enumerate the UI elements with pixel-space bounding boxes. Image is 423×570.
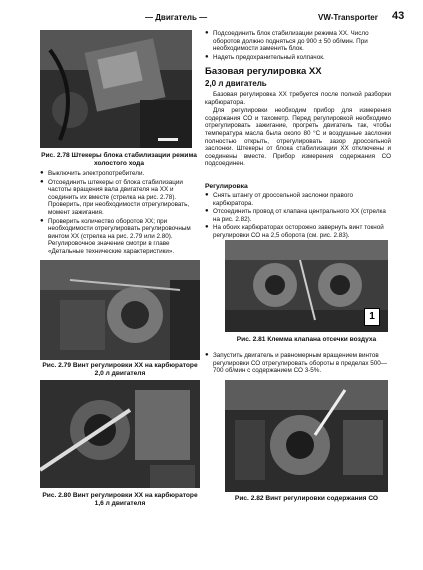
bottom-item-1: ● Запустить двигатель и равномерным вращением винтов регулировки СО отрегулировать обороты в пределах 500—700 об/мин с содержанием СО 3-5%. xyxy=(205,352,391,375)
regulation-list xyxy=(205,192,391,241)
regulation-item-2: ● Отсоединить провод от клапана центрального ХХ (стрелка на рис. 2.82). xyxy=(205,208,391,223)
caption-fig-2-79: Рис. 2.79 Винт регулировки ХХ на карбюраторе 2,0 л двигателя xyxy=(42,362,198,377)
page-number: 43 xyxy=(392,10,405,22)
bottom-instructions xyxy=(205,352,391,376)
caption-fig-2-78: Рис. 2.78 Штекеры блока стабилизации режима холостого хода xyxy=(41,152,197,167)
right-top-instructions xyxy=(205,30,391,62)
regulation-item-1: ● Снять штангу от дроссельной заслонки правого карбюратора. xyxy=(205,192,391,207)
right-top-item-2: ● Надеть предохранительный колпачок. xyxy=(205,54,391,62)
left-item-1: ● Выключить электропотребители. xyxy=(40,170,198,178)
section-paragraphs xyxy=(205,91,391,169)
photo-fig-2-82 xyxy=(225,380,388,492)
paragraph-2: Для регулировки необходим прибор для измерения содержания СО и тахометр. Перед регулировкой необходимо отрегулировать зажигание, прогреть двигатель так, чтобы температура масла была около 80 °С и воздушные заслонки полностью открыть, отрегулировать зазор дроссельной заслонки. Штекеры от блока стабилизации ХХ отключены и соединены вместе. Прибор измерения содержания СО подсоединен. xyxy=(205,107,391,168)
right-top-item-1: ● Подсоединить блок стабилизации режима ХХ. Число оборотов должно подняться до 900 ± 50 об/мин. При необходимости заменить блок. xyxy=(205,30,391,53)
left-instructions xyxy=(40,170,198,257)
figure-callout-1: 1 xyxy=(364,308,380,326)
caption-fig-2-82: Рис. 2.82 Винт регулировки содержания СО xyxy=(234,495,379,502)
regulation-title: Регулировка xyxy=(205,183,248,190)
caption-fig-2-80: Рис. 2.80 Винт регулировки ХХ на карбюраторе 1,6 л двигателя xyxy=(42,492,198,507)
left-item-3: ● Проверить количество оборотов ХХ; при необходимости отрегулировать регулировочным винтом ХХ (стрелка на рис. 2.79 или 2.80). Регулировочное значение смотри в главе «Детальные технические характеристики». xyxy=(40,218,198,256)
subsection-title: 2,0 л двигатель xyxy=(205,79,267,88)
photo-fig-2-78 xyxy=(40,30,192,148)
regulation-item-3: ● На обоих карбюраторах осторожно завернуть винт токной регулировки СО на 2,5 оборота (см. рис. 2.83). xyxy=(205,224,391,239)
photo-fig-2-80 xyxy=(40,380,200,488)
paragraph-1: Базовая регулировка ХХ требуется после полной разборки карбюратора. xyxy=(205,91,391,106)
running-header-section: — Двигатель — xyxy=(145,13,208,22)
left-item-2: ● Отсоединить штекеры от блока стабилизации частоты вращения вала двигателя на ХХ и соединить их вместе (стрелка на рис. 2.78). Проверить, при необходимости отрегулировать, момент зажигания. xyxy=(40,179,198,217)
section-title: Базовая регулировка ХХ xyxy=(205,66,322,77)
caption-fig-2-81: Рис. 2.81 Клемма клапана отсечки воздуха xyxy=(236,336,377,343)
running-header-car: VW-Transporter xyxy=(318,13,378,22)
photo-fig-2-79 xyxy=(40,260,200,360)
